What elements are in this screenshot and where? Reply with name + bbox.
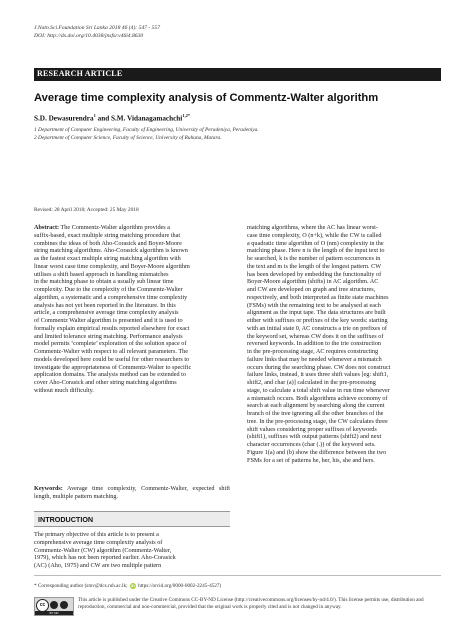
abstract-line: application domains. The analysis method can be extended to — [34, 371, 186, 379]
section-heading-introduction — [34, 511, 230, 527]
abstract-line: in the matching phase to obtain a usually sub linear time — [34, 278, 174, 286]
body-line: in the pre-processing stage, AC requires constructing — [247, 348, 379, 355]
footnote-divider — [34, 575, 441, 576]
orcid-link[interactable]: https://orcid.org/0000-0002-2245-4527) — [136, 583, 222, 590]
affiliations — [34, 127, 259, 142]
body-line: case time complexity, O (n+k), while the CW is called — [247, 231, 382, 239]
body-line: respectively, and both interpreted as finite state machines — [247, 293, 389, 301]
body-line: be searched, k is the number of pattern occurrences in — [247, 255, 381, 262]
abstract-line: The Commentz-Walter algorithm provides a — [60, 224, 170, 231]
corresponding-author-footnote — [34, 583, 221, 589]
body-line: (shift1), suffixes with output patterns (shift2) and next — [247, 433, 382, 441]
creative-commons-badge[interactable] — [34, 597, 74, 616]
cc-icon: cc — [36, 599, 49, 612]
author-1-affil-mark: 1 — [93, 113, 96, 118]
body-line: stage, to calculate a total shift value in run time whenever — [247, 386, 390, 394]
right-column-text — [247, 224, 443, 464]
abstract-line: article, a comprehensive average time complexity analysis — [34, 309, 179, 317]
article-type-banner — [34, 68, 441, 81]
abstract-line: utilises a shift based approach in handling mismatches — [34, 270, 169, 278]
body-line: occurs during the searching phase. CW does not construct — [247, 363, 391, 371]
body-line: branch of the tree ignoring all the other branches of the — [247, 410, 384, 417]
abstract-line: models developed here could be useful for other researchers to — [34, 355, 190, 363]
abstract-line: Commentz-Walter with respect to all relevant parameters. The — [34, 348, 189, 355]
orcid-icon: iD — [130, 583, 135, 588]
abstract-line: string matching algorithms. Aho-Corasick algorithm is known — [34, 247, 188, 255]
body-line: shift values considering proper suffixes of keywords — [247, 425, 377, 433]
abstract-line: suffix-based, exact multiple string matching procedure that — [34, 231, 181, 239]
body-line: with an initial state 0, AC constructs a trie on prefixes of — [247, 324, 387, 332]
body-line: matching algorithms, where the AC has linear worst- — [247, 224, 378, 231]
author-2-affil-mark: 1,2* — [182, 113, 191, 118]
author-2: and S.M. Vidanagamachchi — [95, 114, 183, 123]
body-line: alignment as the input tape. The data structures are built — [247, 309, 386, 317]
abstract-line: and limited tolerance string matching. Performance analysis — [34, 332, 183, 340]
abstract-line: analysis has not yet been reported in the literature. In this — [34, 301, 176, 309]
abstract-label: Abstract: — [34, 224, 60, 231]
intro-line: (AC) (Aho, 1975) and CW are two multiple pattern — [34, 562, 162, 569]
keywords — [34, 485, 230, 501]
body-line: and CW are developed on graph and tree structures, — [247, 286, 376, 293]
body-line: Figure 1(a) and (b) show the difference between the two — [247, 448, 387, 456]
license-text: This article is published under the Creative Commons CC-BY-ND License (http://creativecommons.org/licenses/by-nd/4.0/). This license permits use, distribution and reproduction, commercial and non-commercial, provided that the original work is properly cited and is not changed in anyway. — [78, 597, 424, 610]
journal-header — [34, 24, 160, 40]
body-line: FSMs for a set of patterns he, her, his, she and hers. — [247, 456, 375, 464]
abstract-line: as the fastest exact multiple string matching algorithm with — [34, 255, 181, 262]
section-heading-label: INTRODUCTION — [38, 515, 94, 524]
keywords-label: Keywords: — [34, 485, 63, 492]
abstract-line: formally explain empirical results reported elsewhere for exact — [34, 324, 190, 332]
abstract-line: complexity. Due to the complexity of the Commentz-Walter — [34, 286, 183, 293]
article-title: Average time complexity analysis of Commentz-Walter algorithm — [34, 92, 379, 104]
abstract-line: algorithm, a systematic and a comprehensive time complexity — [34, 293, 188, 301]
body-line: shift2, and char (a)] calculated in the pre-processing — [247, 379, 376, 386]
body-line: failure links that may be needed whenever a mismatch — [247, 355, 382, 363]
abstract-line: cover Aho-Corasick and other string matching algorithms — [34, 379, 177, 386]
intro-line: Commentz-Walter (CW) algorithm (Commentz-Walter, — [34, 546, 172, 554]
body-line: reversed keywords. In addition to the trie construction — [247, 340, 382, 348]
author-list — [34, 113, 190, 122]
abstract-line: model permits ‘complete’ exploration of the solution space of — [34, 340, 187, 348]
article-type-label: RESEARCH ARTICLE — [37, 69, 123, 78]
body-line: tree. In the pre-processing stage, the CW calculates three — [247, 417, 388, 425]
footnote-text: Corresponding author (smv@dcs.ruh.ac.lk; — [36, 583, 128, 590]
body-line: search at each alignment by searching along the current — [247, 402, 385, 410]
affiliation-2: 2 Department of Computer Science, Faculty of Science, University of Ruhuna, Matara. — [34, 134, 222, 141]
doi-link[interactable]: DOI: http://dx.doi.org/10.4038/jnsfsr.v46i4.8630 — [34, 33, 144, 39]
no-derivatives-icon — [60, 601, 68, 609]
revision-dates: Revised: 28 April 2018; Accepted: 25 May 2018 — [34, 207, 139, 213]
abstract-line: linear worst case time complexity, and Boyer-Moore algorithm — [34, 262, 190, 270]
body-line: a quadratic time algorithm of O (nm) complexity in the — [247, 239, 384, 247]
body-line: matching phase. Here n is the length of the input text to — [247, 247, 385, 255]
body-line: Boyer-Moore algorithm (shifts) in AC algorithm. AC — [247, 278, 379, 286]
body-line: character occurrences (char (.)) of the keyword sets. — [247, 441, 376, 448]
journal-citation: J.Natn.Sci.Foundation Sri Lanka 2018 46 (4): 547 - 557 — [34, 25, 161, 31]
intro-line: 1979), which has not been reported earlier. Aho-Corasick — [34, 554, 176, 562]
body-line: a mismatch occurs. Both algorithms achieve economy of — [247, 394, 388, 402]
affiliation-1: 1 Department of Computer Engineering, Faculty of Engineering, University of Peradeniya, Peradeniya. — [34, 127, 259, 133]
body-line: the keyword set, whereas CW does it on the suffixes of — [247, 332, 384, 340]
abstract-line: investigate the appropriateness of Commentz-Walter to specific — [34, 363, 192, 371]
attribution-icon — [50, 601, 58, 609]
abstract — [34, 224, 230, 395]
body-line: failure links, instead, it uses three shift values [eg: shift1, — [247, 371, 389, 379]
keywords-text: Average time complexity, Commentz-Walter, expected shift length, multiple pattern matching. — [34, 485, 230, 500]
abstract-line: without much difficulty. — [34, 386, 94, 394]
body-line: either with suffixes or prefixes of the key words: starting — [247, 317, 388, 324]
body-line: (FSMs) with the remaining text to be analysed at each — [247, 301, 381, 309]
intro-line: comprehensive average time complexity analysis of — [34, 538, 163, 546]
abstract-line: combines the ideas of both Aho-Corasick and Boyer-Moore — [34, 239, 182, 247]
abstract-line: of Commentz Walter algorithm is presented and it is used to — [34, 317, 183, 324]
author-1: S.D. Dewasurendra — [34, 114, 94, 123]
intro-line: The primary objective of this article is to present a — [34, 531, 159, 538]
body-line: the text and m is the length of the longest pattern. CW — [247, 262, 382, 270]
cc-badge-strip: BY ND — [35, 611, 73, 615]
body-line: has been developed by embedding the functionality of — [247, 270, 382, 278]
footnote-star: * — [34, 583, 37, 590]
introduction-text — [34, 531, 230, 570]
